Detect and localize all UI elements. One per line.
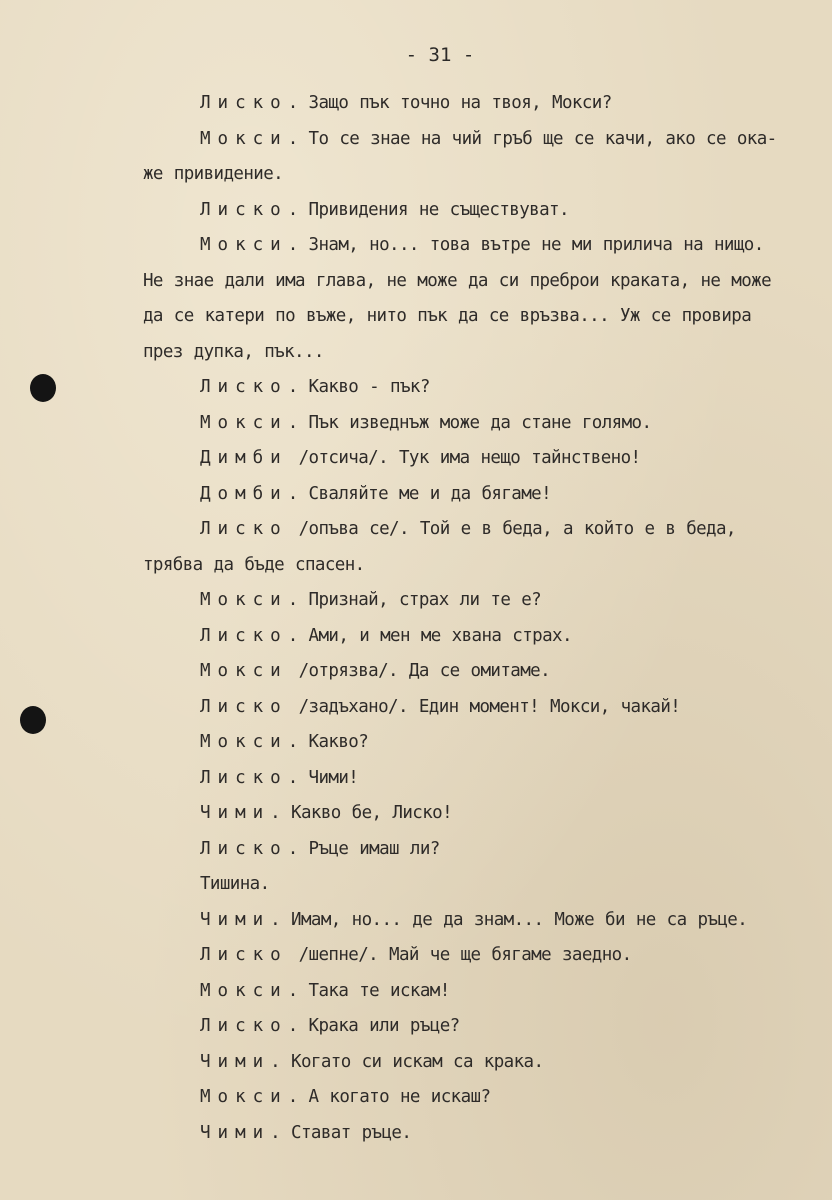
script-line bbox=[143, 86, 823, 122]
speaker-name: Мокси bbox=[200, 235, 288, 255]
line-text: . Така те искам! bbox=[287, 980, 450, 1001]
script-line bbox=[143, 725, 823, 761]
line-text: /отрязва/. Да се омитаме. bbox=[287, 661, 551, 681]
speaker-name: Лиско bbox=[200, 519, 288, 539]
script-line bbox=[143, 761, 823, 797]
line-text: . Крака или ръце? bbox=[287, 1016, 460, 1036]
speaker-name: Лиско bbox=[200, 767, 288, 788]
line-text: . Имам, но... де да знам... Може би не са ръце. bbox=[270, 909, 748, 930]
speaker-name: Чими bbox=[200, 909, 271, 930]
line-text: . Ами, и мен ме хвана страх. bbox=[287, 625, 572, 646]
script-line bbox=[143, 228, 823, 264]
speaker-name: Чими bbox=[200, 1122, 271, 1143]
script-line bbox=[143, 690, 823, 726]
speaker-name: Мокси bbox=[200, 980, 288, 1001]
script-line bbox=[143, 903, 823, 939]
script-line bbox=[143, 441, 823, 477]
line-text: . Знам, но... това вътре не ми прилича на нищо. bbox=[287, 235, 764, 255]
script-line bbox=[143, 1009, 823, 1045]
script-line bbox=[143, 832, 823, 868]
line-text: . Защо пък точно на твоя, Мокси? bbox=[287, 93, 612, 113]
script-line bbox=[143, 1080, 823, 1116]
speaker-name: Мокси bbox=[200, 661, 288, 681]
line-text: Не знае дали има глава, не може да си преброи краката, не може bbox=[143, 270, 772, 291]
line-text: . Привидения не съществуват. bbox=[287, 199, 569, 220]
line-text: же привидение. bbox=[143, 164, 284, 184]
line-text: /задъхано/. Един момент! Мокси, чакай! bbox=[287, 696, 681, 717]
speaker-name: Чими bbox=[200, 803, 271, 823]
line-text: /шепне/. Май че ще бягаме заедно. bbox=[287, 945, 632, 965]
speaker-name: Лиско bbox=[200, 838, 288, 859]
line-text: . Какво - пък? bbox=[287, 377, 430, 397]
speaker-name: Лиско bbox=[200, 945, 288, 965]
script-line bbox=[143, 619, 823, 655]
line-text: . Какво бе, Лиско! bbox=[270, 803, 453, 823]
script-line bbox=[143, 370, 823, 406]
speaker-name: Лиско bbox=[200, 1016, 288, 1036]
line-text: /отсича/. Тук има нещо тайнствено! bbox=[287, 448, 641, 468]
script-line bbox=[143, 193, 823, 229]
script-line bbox=[143, 938, 823, 974]
speaker-name: Лиско bbox=[200, 377, 288, 397]
speaker-name: Димби bbox=[200, 448, 288, 468]
line-text: да се катери по въже, нито пък да се връзва... Уж се провира bbox=[143, 306, 752, 326]
line-text: . Чими! bbox=[287, 767, 359, 788]
speaker-name: Лиско bbox=[200, 199, 288, 220]
speaker-name: Лиско bbox=[200, 93, 288, 113]
script-line bbox=[143, 264, 823, 300]
line-text: . А когато не искаш? bbox=[287, 1087, 491, 1107]
punch-hole bbox=[30, 374, 56, 402]
line-text: Тишина. bbox=[200, 874, 270, 894]
script-line bbox=[143, 796, 823, 832]
line-text: /опъва се/. Той е в беда, а който е в беда, bbox=[287, 519, 736, 539]
speaker-name: Мокси bbox=[200, 128, 288, 149]
line-text: . То се знае на чий гръб ще се качи, ако се ока- bbox=[287, 128, 777, 149]
line-text: през дупка, пък... bbox=[143, 341, 324, 362]
script-line bbox=[143, 654, 823, 690]
script-line bbox=[143, 157, 823, 193]
script-line bbox=[143, 974, 823, 1010]
line-text: . Сваляйте ме и да бягаме! bbox=[287, 483, 552, 504]
speaker-name: Лиско bbox=[200, 625, 288, 646]
script-line bbox=[143, 122, 823, 158]
punch-hole bbox=[20, 706, 46, 734]
line-text: . Пък изведнъж може да стане голямо. bbox=[287, 412, 652, 433]
script-line bbox=[143, 406, 823, 442]
line-text: трябва да бъде спасен. bbox=[143, 554, 365, 575]
speaker-name: Мокси bbox=[200, 732, 288, 752]
line-text: . Какво? bbox=[287, 732, 369, 752]
script-line bbox=[143, 477, 823, 513]
page-number: - 31 - bbox=[405, 44, 475, 66]
speaker-name: Чими bbox=[200, 1051, 271, 1072]
speaker-name: Домби bbox=[200, 483, 288, 504]
line-text: . Когато си искам са крака. bbox=[270, 1051, 544, 1072]
line-text: . Стават ръце. bbox=[270, 1122, 412, 1143]
script-line bbox=[143, 512, 823, 548]
script-line bbox=[143, 335, 823, 371]
script-line bbox=[143, 1116, 823, 1152]
line-text: . Признай, страх ли те е? bbox=[287, 590, 542, 610]
script-line bbox=[143, 867, 823, 903]
speaker-name: Мокси bbox=[200, 590, 288, 610]
speaker-name: Мокси bbox=[200, 1087, 288, 1107]
speaker-name: Лиско bbox=[200, 696, 288, 717]
script-line bbox=[143, 583, 823, 619]
script-line bbox=[143, 1045, 823, 1081]
script-line bbox=[143, 548, 823, 584]
line-text: . Ръце имаш ли? bbox=[287, 838, 440, 859]
script-text bbox=[143, 86, 823, 1151]
script-line bbox=[143, 299, 823, 335]
speaker-name: Мокси bbox=[200, 412, 288, 433]
